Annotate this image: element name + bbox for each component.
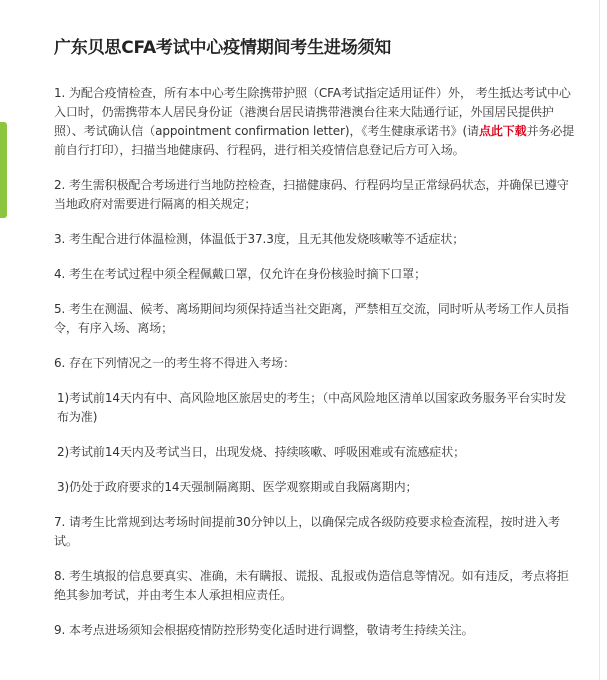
- notice-item-4: 4. 考生在考试过程中须全程佩戴口罩，仅允许在身份核验时摘下口罩；: [54, 267, 426, 281]
- notice-item-2: 2. 考生需积极配合考场进行当地防控检查，扫描健康码、行程码均呈正常绿码状态，并确保已遵守当地政府对需要进行隔离的相关规定；: [54, 178, 569, 211]
- notice-item-1-text-before: 1. 为配合疫情检查，所有本中心考生除携带护照（CFA考试指定适用证件）外， 考生抵达考试中心入口时，仍需携带本人居民身份证（港澳台居民请携带港澳台往来大陆通行证，外国居民提供护照）、考试确认信（appointment confirmation letter)，《考生健康承诺书》(请: [54, 86, 571, 138]
- notice-subitem-6-3: 3)仍处于政府要求的14天强制隔离期、医学观察期或自我隔离期内；: [57, 480, 418, 494]
- side-accent-bar: [0, 122, 7, 218]
- notice-item-8: 8. 考生填报的信息要真实、准确，未有瞒报、谎报、乱报或伪造信息等情况。如有违反，考点将拒绝其参加考试，并由考生本人承担相应责任。: [54, 569, 569, 602]
- notice-item-5: 5. 考生在测温、候考、离场期间均须保持适当社交距离，严禁相互交流，同时听从考场工作人员指令，有序入场、离场；: [54, 302, 569, 335]
- notice-item-7: 7. 请考生比常规到达考场时间提前30分钟以上，以确保完成各级防疫要求检查流程，按时进入考试。: [54, 515, 561, 548]
- notice-content: [54, 36, 576, 656]
- notice-item-6: 6. 存在下列情况之一的考生将不得进入考场：: [54, 356, 296, 370]
- notice-item-9: 9. 本考点进场须知会根据疫情防控形势变化适时进行调整，敬请考生持续关注。: [54, 623, 474, 637]
- notice-item-3: 3. 考生配合进行体温检测，体温低于37.3度，且无其他发烧咳嗽等不适症状；: [54, 232, 465, 246]
- page-title: 广东贝思CFA考试中心疫情期间考生进场须知: [54, 38, 392, 58]
- notice-subitem-6-1: 1)考试前14天内有中、高风险地区旅居史的考生；（中高风险地区清单以国家政务服务平台实时发布为准): [57, 391, 567, 424]
- notice-item-1-text-after: 并务必提前自行打印），扫描当地健康码、行程码，进行相关疫情信息登记后方可入场。: [54, 124, 575, 157]
- download-link[interactable]: 点此下载: [478, 124, 527, 138]
- notice-subitem-6-2: 2)考试前14天内及考试当日，出现发烧、持续咳嗽、呼吸困难或有流感症状；: [57, 445, 465, 459]
- notice-item-1: [54, 84, 576, 160]
